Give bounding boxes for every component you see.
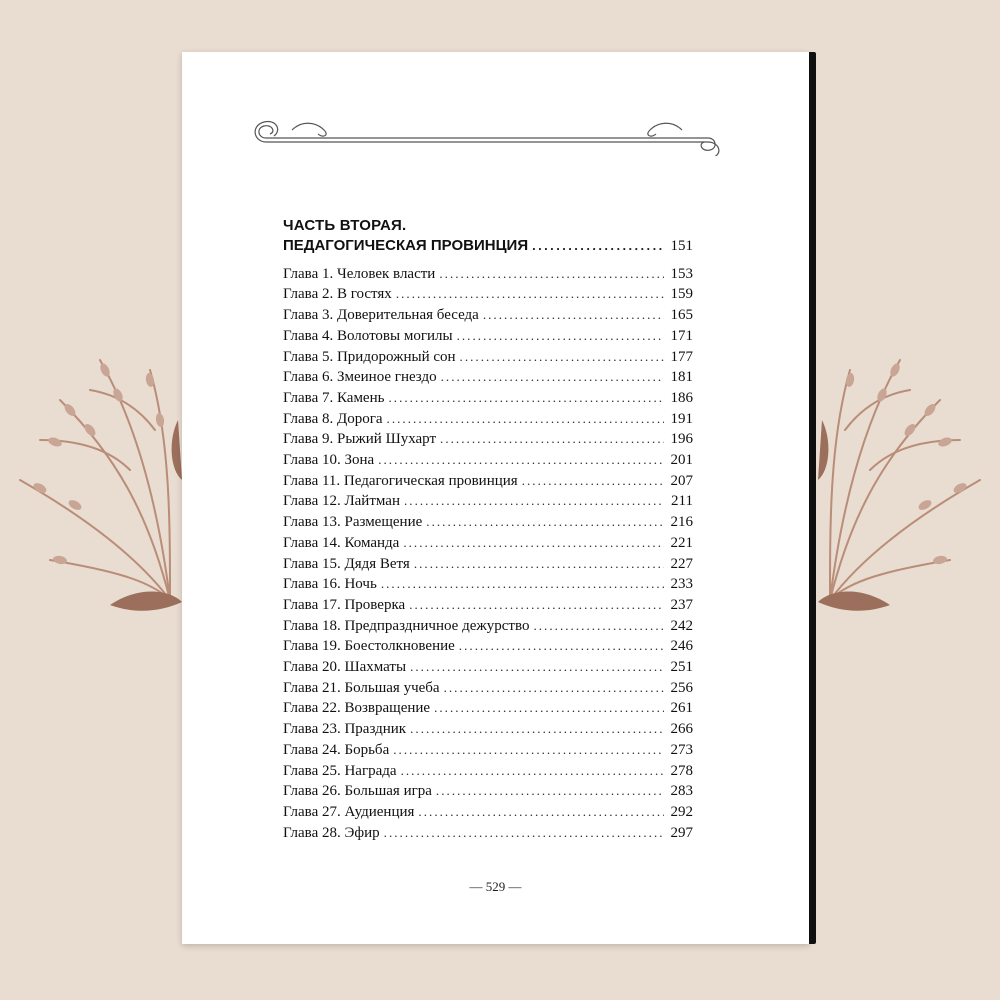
toc-entry-page: 196	[670, 431, 693, 448]
toc-entry-chapter-19[interactable]	[283, 636, 693, 657]
dot-leader	[401, 761, 664, 781]
willow-branch-left-icon	[20, 360, 170, 600]
dot-leader	[384, 823, 664, 843]
toc-entry-part[interactable]	[283, 236, 693, 257]
toc-entry-chapter-14[interactable]	[283, 533, 693, 554]
toc-entry-chapter-17[interactable]	[283, 595, 693, 616]
leaf-left-upper-icon	[172, 420, 182, 480]
toc-entry-chapter-21[interactable]	[283, 678, 693, 699]
toc-entry-chapter-2[interactable]	[283, 284, 693, 305]
dot-leader	[381, 574, 664, 594]
toc-entry-chapter-26[interactable]	[283, 781, 693, 802]
table-of-contents	[283, 216, 693, 843]
toc-entry-label: Глава 23. Праздник	[283, 721, 407, 738]
dot-leader	[483, 305, 664, 325]
dot-leader	[460, 347, 664, 367]
dot-leader	[410, 657, 664, 677]
willow-buds-right	[845, 362, 968, 565]
toc-entry-label: Глава 4. Волотовы могилы	[283, 327, 453, 344]
toc-entry-page: 201	[670, 452, 693, 469]
dot-leader	[522, 471, 664, 491]
toc-entry-chapter-7[interactable]	[283, 388, 693, 409]
toc-entry-page: 181	[670, 369, 693, 386]
toc-entry-label: Глава 12. Лайтман	[283, 493, 400, 510]
toc-entry-page: 261	[670, 700, 693, 717]
toc-entry-page: 211	[671, 493, 693, 510]
toc-entry-chapter-24[interactable]	[283, 740, 693, 761]
toc-entry-label: Глава 27. Аудиенция	[283, 803, 415, 820]
toc-entry-chapter-28[interactable]	[283, 823, 693, 844]
toc-entry-label: Глава 19. Боестолкновение	[283, 638, 455, 655]
toc-entry-chapter-8[interactable]	[283, 409, 693, 430]
dot-leader	[436, 781, 664, 801]
toc-entry-chapter-18[interactable]	[283, 616, 693, 637]
toc-entry-label: Глава 26. Большая игра	[283, 783, 432, 800]
toc-entry-label: Глава 5. Придорожный сон	[283, 348, 456, 365]
toc-entry-chapter-16[interactable]	[283, 574, 693, 595]
toc-entry-label: Глава 24. Борьба	[283, 741, 390, 758]
dot-leader	[403, 533, 664, 553]
toc-entry-label: Глава 3. Доверительная беседа	[283, 307, 479, 324]
toc-entry-label: Глава 1. Человек власти	[283, 265, 436, 282]
leaf-left-icon	[110, 591, 182, 610]
part-title: ЧАСТЬ ВТОРАЯ.	[283, 217, 407, 234]
toc-entry-chapter-20[interactable]	[283, 657, 693, 678]
scroll-flourish-icon	[252, 116, 722, 156]
toc-entry-page: 221	[670, 534, 693, 551]
dot-leader	[388, 388, 664, 408]
dot-leader	[457, 326, 664, 346]
toc-entry-page: 153	[670, 265, 693, 282]
toc-entry-label: Глава 2. В гостях	[283, 286, 392, 303]
toc-entry-page: 159	[670, 286, 693, 303]
dot-leader	[459, 636, 664, 656]
toc-entry-label: Глава 7. Камень	[283, 389, 385, 406]
toc-entry-page: 297	[670, 824, 693, 841]
toc-entry-label: Глава 9. Рыжий Шухарт	[283, 431, 437, 448]
toc-entry-page: 237	[670, 596, 693, 613]
toc-entry-page: 292	[670, 803, 693, 820]
toc-entry-label: Глава 6. Змеиное гнездо	[283, 369, 437, 386]
dot-leader	[378, 450, 664, 470]
toc-entry-chapter-6[interactable]	[283, 367, 693, 388]
dot-leader	[434, 698, 664, 718]
toc-entry-chapter-9[interactable]	[283, 429, 693, 450]
toc-entry-page: 256	[670, 679, 693, 696]
dot-leader	[410, 719, 664, 739]
toc-entry-chapter-12[interactable]	[283, 491, 693, 512]
toc-entry-label: Глава 28. Эфир	[283, 824, 380, 841]
toc-entry-page: 242	[670, 617, 693, 634]
toc-entry-page: 278	[670, 762, 693, 779]
dot-leader	[393, 740, 664, 760]
dot-leader	[404, 491, 664, 511]
dot-leader	[387, 409, 664, 429]
toc-entry-page: 186	[670, 389, 693, 406]
toc-entry-label: Глава 14. Команда	[283, 534, 400, 551]
toc-entry-label: Глава 11. Педагогическая провинция	[283, 472, 518, 489]
toc-entry-chapter-23[interactable]	[283, 719, 693, 740]
toc-entry-chapter-15[interactable]	[283, 554, 693, 575]
toc-entry-page: 246	[670, 638, 693, 655]
toc-entry-chapter-22[interactable]	[283, 698, 693, 719]
toc-entry-page: 207	[670, 472, 693, 489]
toc-entry-label: Глава 10. Зона	[283, 452, 375, 469]
toc-entry-page: 177	[670, 348, 693, 365]
toc-entry-chapter-3[interactable]	[283, 305, 693, 326]
toc-entry-label: Глава 18. Предпраздничное дежурство	[283, 617, 530, 634]
toc-entry-label: Глава 16. Ночь	[283, 576, 377, 593]
dot-leader	[439, 264, 664, 284]
toc-entry-chapter-4[interactable]	[283, 326, 693, 347]
dot-leader	[533, 616, 664, 636]
toc-entry-chapter-13[interactable]	[283, 512, 693, 533]
page-number: — 529 —	[469, 879, 522, 894]
leaf-right-upper-icon	[818, 420, 828, 480]
toc-entry-label: Глава 22. Возвращение	[283, 700, 431, 717]
toc-entry-label: ПЕДАГОГИЧЕСКАЯ ПРОВИНЦИЯ	[283, 237, 529, 254]
toc-entry-chapter-11[interactable]	[283, 471, 693, 492]
toc-entry-label: Глава 20. Шахматы	[283, 659, 407, 676]
dot-leader	[409, 595, 664, 615]
dot-leader	[440, 429, 664, 449]
toc-entry-page: 251	[670, 659, 693, 676]
dot-leader	[414, 554, 664, 574]
dot-leader	[426, 512, 664, 532]
toc-entry-label: Глава 25. Награда	[283, 762, 397, 779]
toc-entry-label: Глава 15. Дядя Ветя	[283, 555, 410, 572]
dot-leader	[418, 802, 664, 822]
toc-entry-page: 227	[670, 555, 693, 572]
dot-leader	[396, 284, 664, 304]
toc-entry-page: 283	[670, 783, 693, 800]
willow-branch-right-icon	[830, 360, 980, 600]
chapter-list	[283, 264, 693, 844]
toc-entry-page: 171	[670, 327, 693, 344]
dot-leader	[532, 236, 664, 256]
toc-entry-page: 273	[670, 741, 693, 758]
toc-entry-chapter-25[interactable]	[283, 761, 693, 782]
dot-leader	[444, 678, 664, 698]
toc-entry-page: 151	[670, 238, 693, 254]
toc-entry-chapter-27[interactable]	[283, 802, 693, 823]
toc-entry-page: 266	[670, 721, 693, 738]
toc-entry-label: Глава 8. Дорога	[283, 410, 383, 427]
dot-leader	[441, 367, 664, 387]
toc-entry-page: 191	[670, 410, 693, 427]
toc-entry-page: 233	[670, 576, 693, 593]
leaf-right-icon	[818, 591, 890, 610]
toc-entry-page: 216	[670, 514, 693, 531]
book-page	[182, 52, 809, 944]
toc-entry-page: 165	[670, 307, 693, 324]
toc-entry-label: Глава 17. Проверка	[283, 596, 406, 613]
toc-entry-label: Глава 21. Большая учеба	[283, 679, 440, 696]
toc-entry-chapter-10[interactable]	[283, 450, 693, 471]
toc-entry-chapter-1[interactable]	[283, 264, 693, 285]
toc-entry-label: Глава 13. Размещение	[283, 514, 423, 531]
toc-entry-chapter-5[interactable]	[283, 347, 693, 368]
